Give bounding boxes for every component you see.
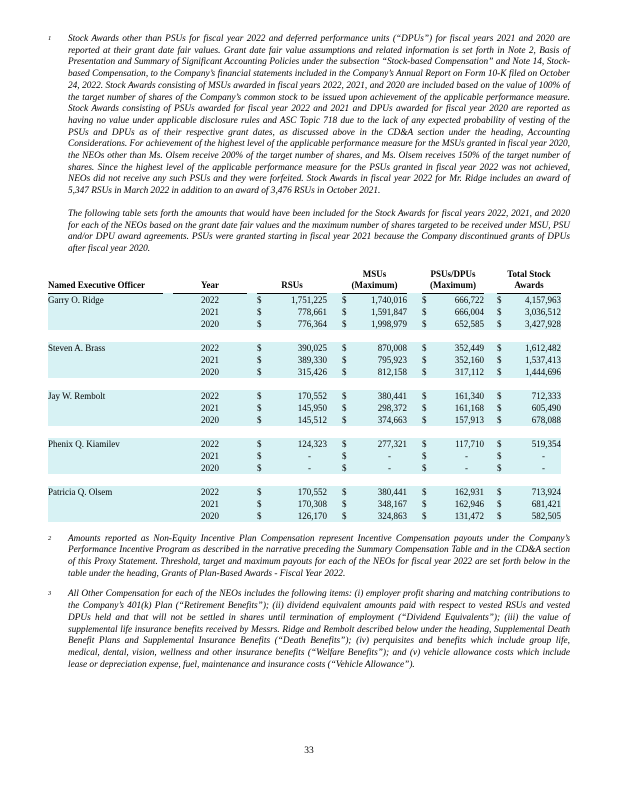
stock-awards-table — [48, 269, 561, 522]
footnote-2 — [48, 534, 570, 581]
table-row — [48, 462, 561, 474]
footnote-2-text: Amounts reported as Non-Equity Incentive Plan Compensation represent Incentive Compensation payouts under the Company’s Performance Incentive Program as described in the narrative preceding the Summary Compensation Table and in the CD&A section of this Proxy Statement. Threshold, target and maximum payouts for each of the NEOs for fiscal year 2022 are set forth below in the table under the heading, Grants of Plan-Based Awards - Fiscal Year 2022. — [68, 533, 570, 579]
value-cell: 1,751,225 — [273, 293, 327, 306]
year-cell: 2020 — [173, 414, 247, 426]
currency-cell: $ — [257, 498, 273, 510]
spacer-cell — [484, 414, 497, 426]
spacer-cell — [327, 510, 342, 522]
currency-cell: $ — [257, 486, 273, 498]
value-cell: 605,490 — [513, 402, 561, 414]
currency-cell: $ — [497, 293, 513, 306]
spacer-cell — [484, 438, 497, 450]
spacer-cell — [327, 342, 342, 354]
value-cell: 713,924 — [513, 486, 561, 498]
currency-cell: $ — [422, 450, 438, 462]
year-cell: 2022 — [173, 390, 247, 402]
spacer-cell — [247, 342, 257, 354]
value-cell: 348,167 — [358, 498, 407, 510]
table-row — [48, 293, 561, 306]
currency-cell: $ — [342, 306, 358, 318]
spacer-cell — [163, 438, 173, 450]
year-cell: 2022 — [173, 293, 247, 306]
spacer-cell — [484, 306, 497, 318]
spacer-cell — [327, 293, 342, 306]
spacer-cell — [247, 462, 257, 474]
value-cell: 1,998,979 — [358, 318, 407, 330]
value-cell: 776,364 — [273, 318, 327, 330]
currency-cell: $ — [497, 438, 513, 450]
currency-cell: $ — [257, 354, 273, 366]
currency-cell: $ — [257, 318, 273, 330]
year-cell: 2022 — [173, 486, 247, 498]
value-cell: 170,552 — [273, 486, 327, 498]
spacer-cell — [327, 450, 342, 462]
spacer-cell — [407, 390, 422, 402]
spacer-cell — [247, 486, 257, 498]
currency-cell: $ — [342, 402, 358, 414]
header-spacer-cell — [407, 269, 422, 294]
value-cell: - — [438, 462, 484, 474]
header-psus-dpus-maximum: PSUs/DPUs (Maximum) — [422, 269, 484, 294]
currency-cell: $ — [342, 318, 358, 330]
spacer-cell — [327, 306, 342, 318]
value-cell: 352,160 — [438, 354, 484, 366]
year-cell: 2021 — [173, 498, 247, 510]
footnote-1-text: Stock Awards other than PSUs for fiscal year 2022 and deferred performance units (“DPUs”) for fiscal years 2021 and 2020 are reported at their grant date fair values. Grant date fair value assumptions and related information is set forth in Note 2, Basis of Presentation and Summary of Significant Accounting Policies under the subsection “Stock-based Compensation” and Note 14, Stock-based Compensation, to the Company’s financial statements included in the Company’s Annual Report on Form 10-K filed on October 24, 2022. Stock Awards consisting of MSUs awarded in fiscal years 2022, 2021, and 2020 are included based on the value of 100% of the target number of shares of the Company’s common stock to be issued upon achievement of the applicable performance measure. Stock Awards consisting of PSUs awarded for fiscal year 2022 and 2021 and DPUs awarded for fiscal year 2020 are reported as having no value under applicable disclosure rules and ASC Topic 718 due to the lack of any expected probability of vesting of the PSUs and DPUs as of their respective grant dates, as discussed above in the CD&A section under the heading, Accounting Considerations. For achievement of the highest level of the applicable performance measure for the MSUs granted in fiscal year 2020, the NEOs other than Ms. Olsem receive 200% of the target number of shares, and Ms. Olsem receives 150% of the target number of shares. Since the highest level of the applicable performance measure for the PSUs granted in fiscal year 2022 was not achieved, NEOs did not receive any such PSUs and they were forfeited. Stock Awards in fiscal year 2022 for Mr. Ridge includes an award of 5,347 RSUs in March 2022 in addition to an award of 3,476 RSUs in October 2021. — [68, 34, 570, 197]
spacer-cell — [247, 293, 257, 306]
name-cell — [48, 498, 163, 510]
table-row — [48, 414, 561, 426]
header-spacer-cell — [163, 269, 173, 294]
header-year: Year — [173, 269, 247, 294]
table-row — [48, 318, 561, 330]
spacer-cell — [407, 342, 422, 354]
name-cell: Steven A. Brass — [48, 342, 163, 354]
spacer-cell — [163, 354, 173, 366]
currency-cell: $ — [422, 510, 438, 522]
table-row — [48, 342, 561, 354]
name-cell: Phenix Q. Kiamilev — [48, 438, 163, 450]
separator-cell — [48, 426, 561, 438]
currency-cell: $ — [342, 486, 358, 498]
separator-cell — [48, 474, 561, 486]
value-cell: 678,088 — [513, 414, 561, 426]
table-header — [48, 269, 561, 294]
value-cell: 3,036,512 — [513, 306, 561, 318]
value-cell: 582,505 — [513, 510, 561, 522]
spacer-cell — [247, 318, 257, 330]
value-cell: 1,537,413 — [513, 354, 561, 366]
currency-cell: $ — [342, 510, 358, 522]
spacer-cell — [484, 366, 497, 378]
currency-cell: $ — [257, 390, 273, 402]
value-cell: 1,612,482 — [513, 342, 561, 354]
table-row — [48, 486, 561, 498]
header-msus-maximum: MSUs (Maximum) — [342, 269, 407, 294]
value-cell: - — [358, 450, 407, 462]
currency-cell: $ — [422, 390, 438, 402]
value-cell: 352,449 — [438, 342, 484, 354]
spacer-cell — [163, 498, 173, 510]
value-cell: 712,333 — [513, 390, 561, 402]
spacer-cell — [247, 414, 257, 426]
value-cell: 170,308 — [273, 498, 327, 510]
spacer-cell — [407, 366, 422, 378]
currency-cell: $ — [342, 414, 358, 426]
spacer-cell — [407, 486, 422, 498]
name-cell — [48, 318, 163, 330]
footnote-3 — [48, 589, 570, 671]
value-cell: 519,354 — [513, 438, 561, 450]
value-cell: 1,444,696 — [513, 366, 561, 378]
currency-cell: $ — [342, 462, 358, 474]
value-cell: 3,427,928 — [513, 318, 561, 330]
spacer-cell — [484, 293, 497, 306]
spacer-cell — [327, 354, 342, 366]
spacer-cell — [247, 354, 257, 366]
spacer-cell — [484, 318, 497, 330]
currency-cell: $ — [422, 498, 438, 510]
spacer-cell — [484, 510, 497, 522]
spacer-cell — [484, 498, 497, 510]
table-row — [48, 510, 561, 522]
value-cell: 666,004 — [438, 306, 484, 318]
spacer-cell — [163, 486, 173, 498]
value-cell: 870,008 — [358, 342, 407, 354]
currency-cell: $ — [497, 306, 513, 318]
spacer-cell — [163, 462, 173, 474]
spacer-cell — [407, 318, 422, 330]
name-cell — [48, 366, 163, 378]
spacer-cell — [407, 450, 422, 462]
spacer-cell — [163, 306, 173, 318]
currency-cell: $ — [422, 318, 438, 330]
spacer-cell — [407, 414, 422, 426]
value-cell: 317,112 — [438, 366, 484, 378]
separator-cell — [48, 378, 561, 390]
spacer-cell — [247, 366, 257, 378]
table-row — [48, 450, 561, 462]
value-cell: 126,170 — [273, 510, 327, 522]
currency-cell: $ — [497, 318, 513, 330]
footnote-3-text: All Other Compensation for each of the NEOs includes the following items: (i) employer profit sharing and matching contributions to the Company’s 401(k) Plan (“Retirement Benefits”); (ii) dividend equivalent amounts paid with respect to vested RSUs and vested DPUs held and that will not be settled in shares until termination of employment (“Dividend Equivalents”); (iii) the value of supplemental life insurance benefits received by Messrs. Ridge and Rembolt described below under the heading, Supplemental Death Benefit Plans and Supplemental Insurance Benefits (“Death Benefits”); (iv) perquisites and benefits which include group life, medical, dental, vision, wellness and other insurance benefits (“Welfare Benefits”); and (v) vehicle allowance costs which include lease or depreciation expense, fuel, maintenance and insurance costs (“Vehicle Allowance”). — [68, 589, 570, 670]
name-cell — [48, 402, 163, 414]
separator-cell — [48, 330, 561, 342]
name-cell — [48, 306, 163, 318]
header-rsus: RSUs — [257, 269, 327, 294]
currency-cell: $ — [497, 354, 513, 366]
currency-cell: $ — [422, 462, 438, 474]
currency-cell: $ — [257, 510, 273, 522]
year-cell: 2020 — [173, 462, 247, 474]
value-cell: 812,158 — [358, 366, 407, 378]
currency-cell: $ — [342, 354, 358, 366]
value-cell: 374,663 — [358, 414, 407, 426]
value-cell: 161,168 — [438, 402, 484, 414]
spacer-cell — [407, 354, 422, 366]
currency-cell: $ — [497, 366, 513, 378]
value-cell: 652,585 — [438, 318, 484, 330]
spacer-cell — [407, 293, 422, 306]
currency-cell: $ — [497, 450, 513, 462]
value-cell: 131,472 — [438, 510, 484, 522]
spacer-cell — [484, 402, 497, 414]
currency-cell: $ — [497, 462, 513, 474]
value-cell: 324,863 — [358, 510, 407, 522]
value-cell: 162,946 — [438, 498, 484, 510]
spacer-cell — [327, 486, 342, 498]
value-cell: 170,552 — [273, 390, 327, 402]
footnote-1-continued-text: The following table sets forth the amounts that would have been included for the Stock Awards for fiscal years 2022, 2021, and 2020 for each of the NEOs based on the grant date fair values and the maximum number of shares targeted to be received under MSU, PSU and/or DPU award agreements. PSUs were granted starting in fiscal year 2021 because the Company discontinued grants of DPUs after fiscal year 2020. — [68, 208, 570, 254]
table-row — [48, 390, 561, 402]
spacer-cell — [163, 450, 173, 462]
currency-cell: $ — [342, 293, 358, 306]
spacer-cell — [163, 390, 173, 402]
currency-cell: $ — [422, 402, 438, 414]
spacer-cell — [163, 414, 173, 426]
currency-cell: $ — [497, 414, 513, 426]
footnote-3-body — [68, 589, 570, 671]
footnote-1-body — [68, 34, 570, 256]
table-body — [48, 293, 561, 522]
spacer-cell — [484, 462, 497, 474]
table-row — [48, 306, 561, 318]
spacer-cell — [327, 438, 342, 450]
currency-cell: $ — [342, 438, 358, 450]
table-row — [48, 366, 561, 378]
currency-cell: $ — [497, 342, 513, 354]
name-cell: Jay W. Rembolt — [48, 390, 163, 402]
spacer-cell — [247, 438, 257, 450]
currency-cell: $ — [342, 390, 358, 402]
currency-cell: $ — [422, 414, 438, 426]
currency-cell: $ — [422, 306, 438, 318]
spacer-cell — [163, 318, 173, 330]
value-cell: 277,321 — [358, 438, 407, 450]
currency-cell: $ — [257, 366, 273, 378]
year-cell: 2022 — [173, 438, 247, 450]
separator-row — [48, 474, 561, 486]
currency-cell: $ — [497, 390, 513, 402]
spacer-cell — [484, 486, 497, 498]
footnote-1 — [48, 34, 570, 256]
spacer-cell — [407, 402, 422, 414]
year-cell: 2020 — [173, 318, 247, 330]
value-cell: 298,372 — [358, 402, 407, 414]
value-cell: 117,710 — [438, 438, 484, 450]
spacer-cell — [247, 498, 257, 510]
value-cell: 389,330 — [273, 354, 327, 366]
separator-row — [48, 330, 561, 342]
value-cell: 795,923 — [358, 354, 407, 366]
header-spacer-cell — [327, 269, 342, 294]
footnote-2-body — [68, 534, 570, 581]
value-cell: 315,426 — [273, 366, 327, 378]
spacer-cell — [327, 402, 342, 414]
year-cell: 2021 — [173, 354, 247, 366]
spacer-cell — [247, 402, 257, 414]
table-row — [48, 498, 561, 510]
spacer-cell — [484, 390, 497, 402]
currency-cell: $ — [497, 486, 513, 498]
name-cell — [48, 354, 163, 366]
value-cell: - — [438, 450, 484, 462]
value-cell: 778,661 — [273, 306, 327, 318]
currency-cell: $ — [257, 306, 273, 318]
spacer-cell — [327, 318, 342, 330]
value-cell: 681,421 — [513, 498, 561, 510]
spacer-cell — [484, 450, 497, 462]
spacer-cell — [484, 354, 497, 366]
spacer-cell — [327, 462, 342, 474]
value-cell: - — [273, 462, 327, 474]
value-cell: 380,441 — [358, 486, 407, 498]
currency-cell: $ — [422, 366, 438, 378]
value-cell: 161,340 — [438, 390, 484, 402]
header-total-stock-awards: Total Stock Awards — [497, 269, 561, 294]
currency-cell: $ — [422, 438, 438, 450]
value-cell: - — [513, 462, 561, 474]
currency-cell: $ — [342, 366, 358, 378]
currency-cell: $ — [422, 342, 438, 354]
separator-row — [48, 426, 561, 438]
spacer-cell — [247, 510, 257, 522]
spacer-cell — [327, 390, 342, 402]
value-cell: 1,740,016 — [358, 293, 407, 306]
year-cell: 2021 — [173, 306, 247, 318]
footnote-3-marker: 3 — [48, 590, 52, 598]
separator-row — [48, 378, 561, 390]
spacer-cell — [247, 306, 257, 318]
year-cell: 2022 — [173, 342, 247, 354]
name-cell: Patricia Q. Olsem — [48, 486, 163, 498]
value-cell: 666,722 — [438, 293, 484, 306]
value-cell: - — [273, 450, 327, 462]
footnote-2-marker: 2 — [48, 534, 52, 542]
currency-cell: $ — [257, 402, 273, 414]
spacer-cell — [407, 438, 422, 450]
year-cell: 2021 — [173, 450, 247, 462]
currency-cell: $ — [497, 402, 513, 414]
currency-cell: $ — [257, 293, 273, 306]
table-row — [48, 438, 561, 450]
spacer-cell — [163, 510, 173, 522]
page-number: 33 — [304, 746, 314, 756]
name-cell — [48, 450, 163, 462]
footnote-1-marker: 1 — [48, 35, 52, 42]
value-cell: 124,323 — [273, 438, 327, 450]
value-cell: - — [358, 462, 407, 474]
spacer-cell — [327, 414, 342, 426]
currency-cell: $ — [257, 438, 273, 450]
value-cell: - — [513, 450, 561, 462]
spacer-cell — [327, 366, 342, 378]
value-cell: 145,512 — [273, 414, 327, 426]
spacer-cell — [327, 498, 342, 510]
name-cell — [48, 462, 163, 474]
spacer-cell — [407, 498, 422, 510]
spacer-cell — [247, 450, 257, 462]
table-row — [48, 354, 561, 366]
spacer-cell — [163, 342, 173, 354]
currency-cell: $ — [422, 486, 438, 498]
spacer-cell — [247, 390, 257, 402]
value-cell: 162,931 — [438, 486, 484, 498]
currency-cell: $ — [422, 354, 438, 366]
header-spacer-cell — [247, 269, 257, 294]
spacer-cell — [407, 510, 422, 522]
spacer-cell — [407, 462, 422, 474]
currency-cell: $ — [342, 342, 358, 354]
spacer-cell — [163, 402, 173, 414]
currency-cell: $ — [497, 498, 513, 510]
name-cell — [48, 510, 163, 522]
spacer-cell — [163, 293, 173, 306]
table-header-row — [48, 269, 561, 294]
value-cell: 4,157,963 — [513, 293, 561, 306]
year-cell: 2021 — [173, 402, 247, 414]
currency-cell: $ — [422, 293, 438, 306]
spacer-cell — [163, 366, 173, 378]
currency-cell: $ — [342, 450, 358, 462]
name-cell — [48, 414, 163, 426]
value-cell: 390,025 — [273, 342, 327, 354]
name-cell: Garry O. Ridge — [48, 293, 163, 306]
currency-cell: $ — [257, 450, 273, 462]
value-cell: 157,913 — [438, 414, 484, 426]
spacer-cell — [407, 306, 422, 318]
year-cell: 2020 — [173, 510, 247, 522]
spacer-cell — [484, 342, 497, 354]
header-named-executive-officer: Named Executive Officer — [48, 269, 163, 294]
header-spacer-cell — [484, 269, 497, 294]
value-cell: 145,950 — [273, 402, 327, 414]
currency-cell: $ — [257, 342, 273, 354]
currency-cell: $ — [497, 510, 513, 522]
value-cell: 1,591,847 — [358, 306, 407, 318]
currency-cell: $ — [257, 414, 273, 426]
value-cell: 380,441 — [358, 390, 407, 402]
year-cell: 2020 — [173, 366, 247, 378]
table-row — [48, 402, 561, 414]
currency-cell: $ — [257, 462, 273, 474]
currency-cell: $ — [342, 498, 358, 510]
